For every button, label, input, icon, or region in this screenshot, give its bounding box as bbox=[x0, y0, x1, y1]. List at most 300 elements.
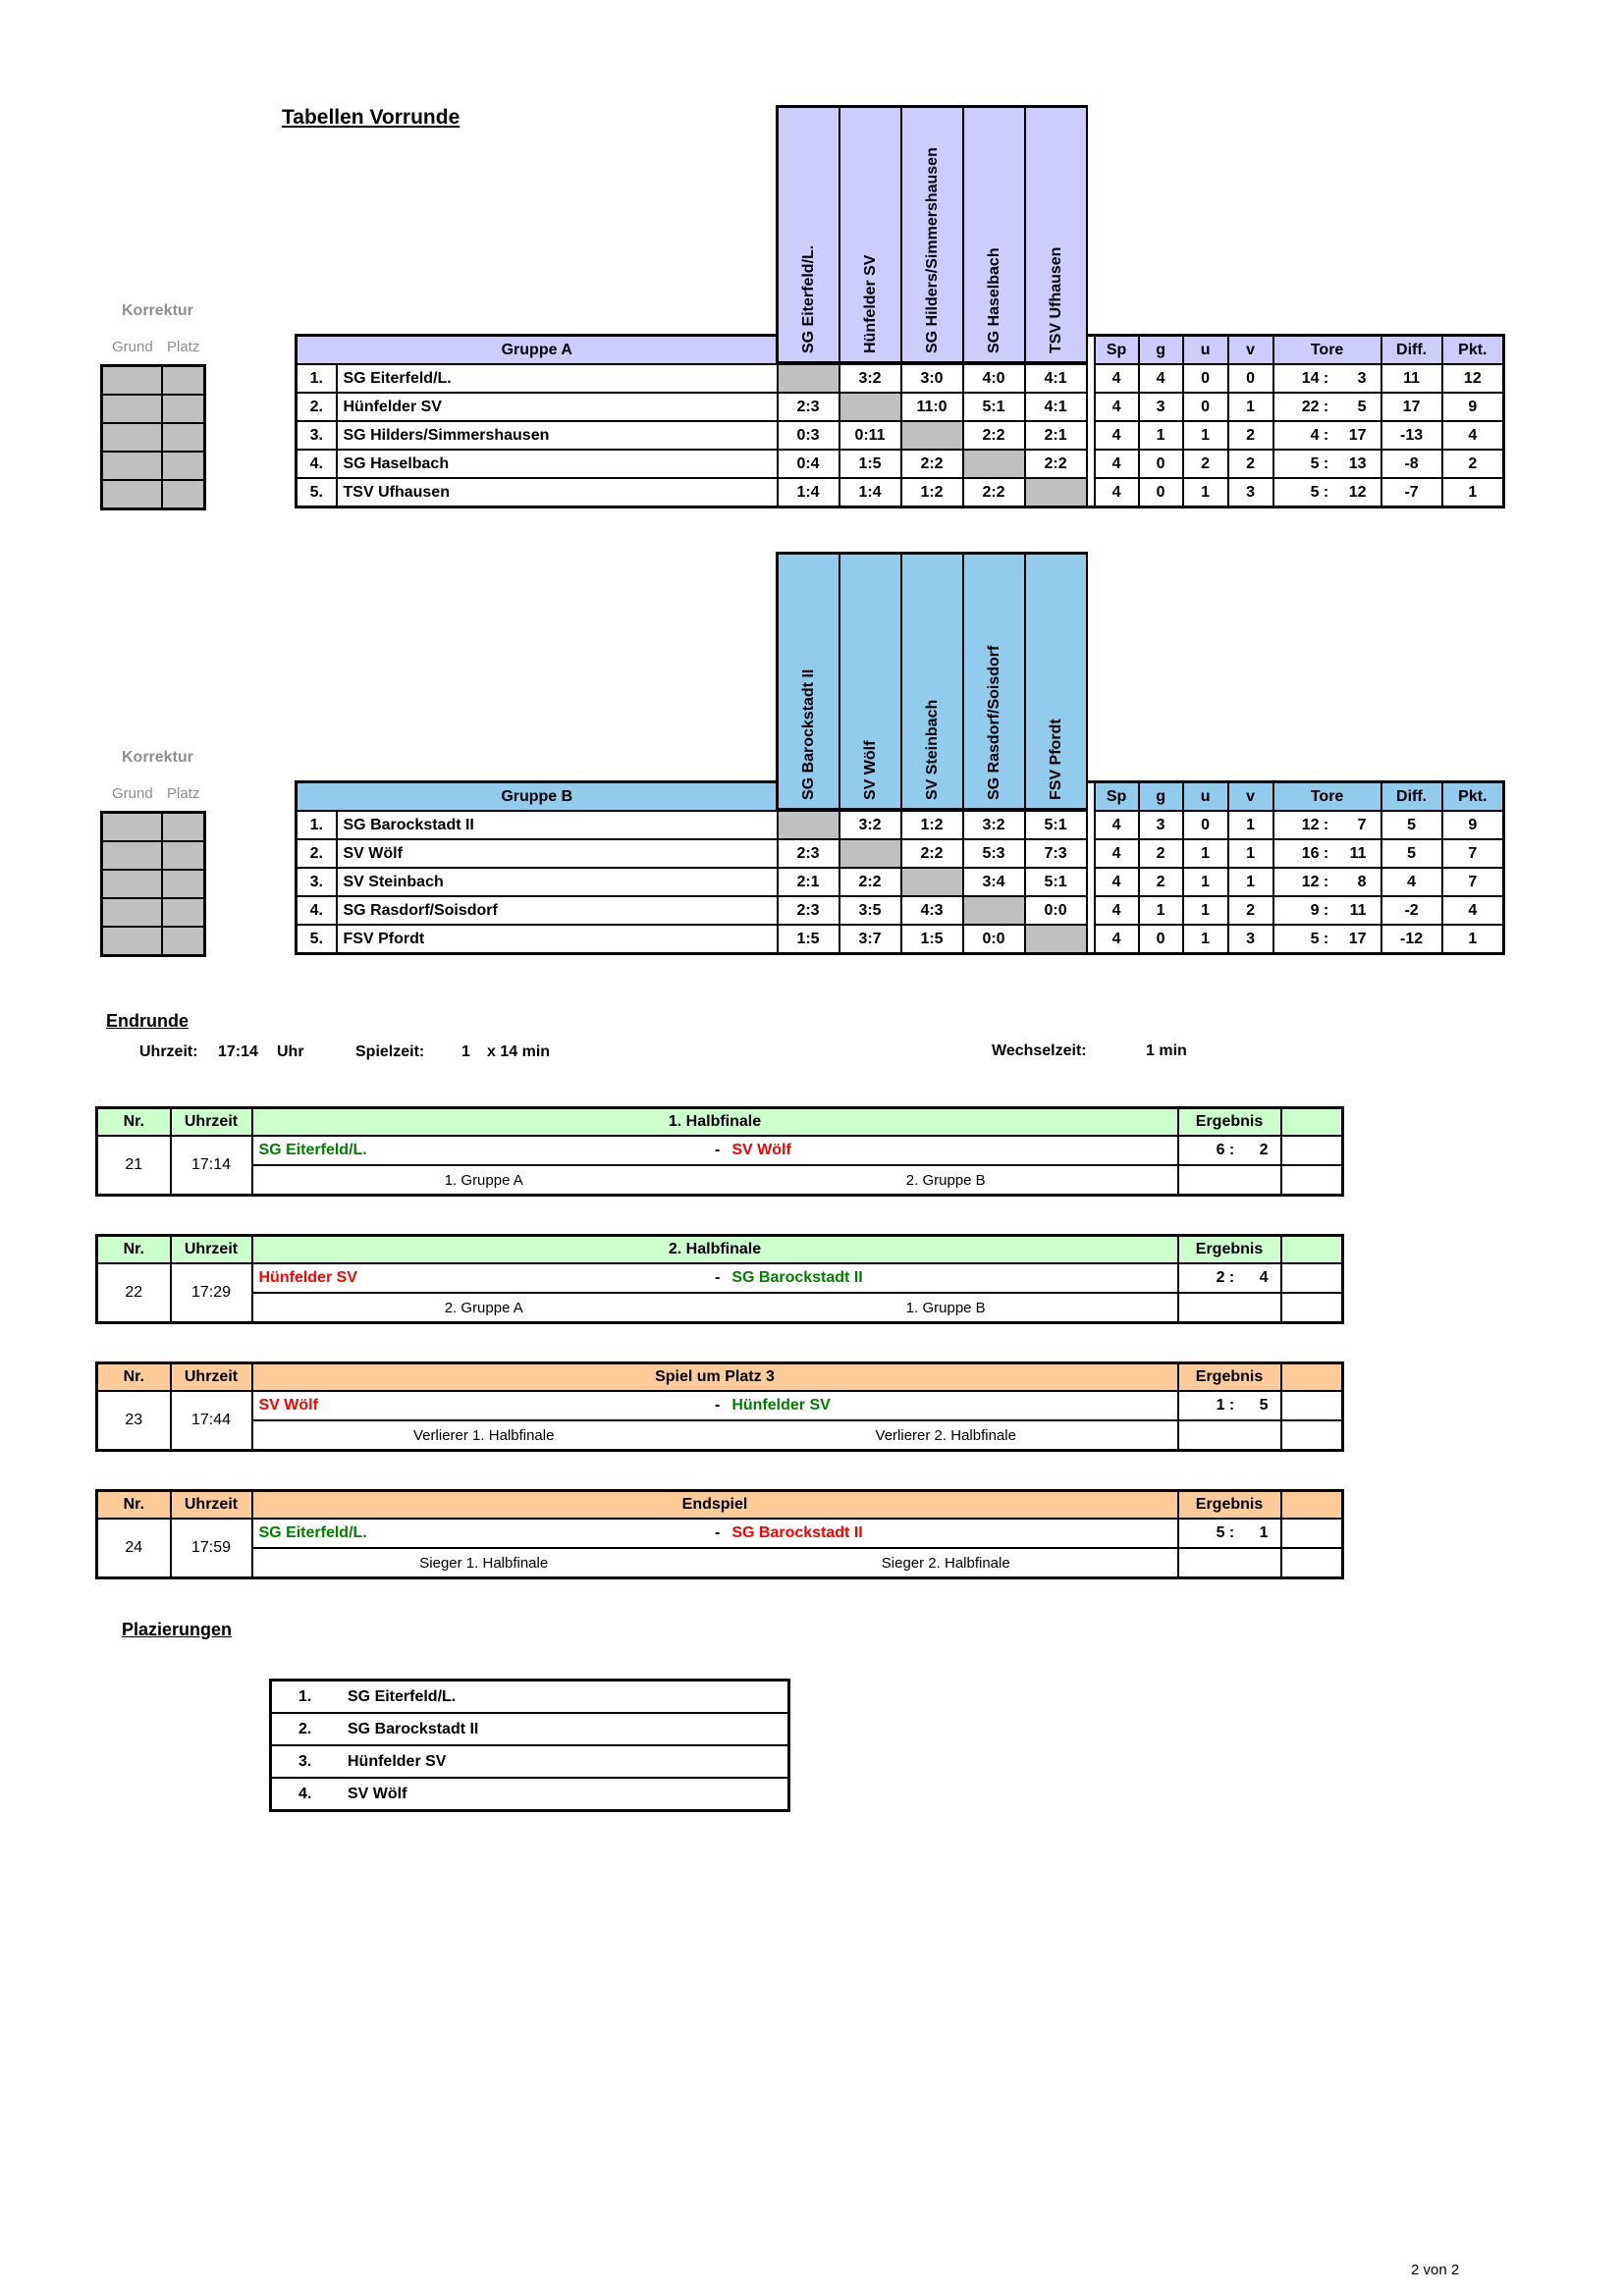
diff-cell: 11 bbox=[1381, 364, 1442, 393]
score-cell: 7:3 bbox=[1025, 839, 1087, 868]
vs-dash: - bbox=[715, 1269, 721, 1286]
korrektur-cell bbox=[162, 870, 205, 898]
u-cell: 1 bbox=[1183, 896, 1228, 925]
score-cell: 3:7 bbox=[839, 925, 901, 954]
col-ergebnis: Ergebnis bbox=[1178, 1236, 1281, 1264]
col-header-pkt: Pkt. bbox=[1442, 782, 1504, 812]
wechselzeit-value: 1 min bbox=[1146, 1042, 1187, 1059]
col-ergebnis: Ergebnis bbox=[1178, 1108, 1281, 1137]
result-sub-cell bbox=[1178, 1548, 1281, 1578]
colon: : bbox=[1323, 369, 1329, 387]
sp-cell: 4 bbox=[1095, 393, 1139, 421]
score-cell: 5:1 bbox=[963, 393, 1025, 421]
score-cell-self bbox=[778, 811, 839, 839]
score-cell-self bbox=[1025, 478, 1087, 507]
diff-cell: 5 bbox=[1381, 811, 1442, 839]
match-team2: Hünfelder SV bbox=[731, 1397, 831, 1414]
result-score2: 4 bbox=[1259, 1269, 1269, 1286]
match-subrow bbox=[97, 1548, 1343, 1578]
col-nr: Nr. bbox=[97, 1363, 171, 1392]
diff-cell: -8 bbox=[1381, 450, 1442, 478]
g-cell: 1 bbox=[1139, 421, 1183, 450]
rotated-header-cell bbox=[902, 105, 964, 364]
pkt-cell: 7 bbox=[1442, 868, 1504, 896]
colon: : bbox=[1228, 1524, 1235, 1541]
match-subrow bbox=[97, 1420, 1343, 1451]
tore-cell bbox=[1273, 896, 1381, 925]
spielzeit-label: Spielzeit: bbox=[355, 1043, 425, 1060]
v-cell: 2 bbox=[1228, 896, 1273, 925]
table-row bbox=[297, 896, 1504, 925]
match-sub2: 2. Gruppe B bbox=[905, 1171, 986, 1189]
score-cell: 3:4 bbox=[963, 868, 1025, 896]
endrunde-heading: Endrunde bbox=[106, 1011, 189, 1031]
col-nr: Nr. bbox=[97, 1491, 171, 1520]
match-title: 2. Halbfinale bbox=[252, 1236, 1178, 1264]
rotated-header-cell bbox=[902, 552, 964, 811]
score-cell: 2:3 bbox=[778, 393, 839, 421]
v-cell: 3 bbox=[1228, 925, 1273, 954]
colon: : bbox=[1323, 844, 1329, 862]
tore-cell bbox=[1273, 868, 1381, 896]
match-sub2: Sieger 2. Halbfinale bbox=[881, 1554, 1010, 1572]
rotated-header-cell bbox=[840, 552, 902, 811]
match-sub1: Verlierer 1. Halbfinale bbox=[413, 1426, 555, 1444]
extra-cell bbox=[1281, 1293, 1343, 1323]
score-cell: 0:11 bbox=[839, 421, 901, 450]
pkt-cell: 1 bbox=[1442, 478, 1504, 507]
score-cell: 0:4 bbox=[778, 450, 839, 478]
match-block-24 bbox=[95, 1489, 1344, 1579]
goals-against: 17 bbox=[1348, 426, 1367, 444]
rotated-header-cell bbox=[779, 552, 840, 811]
match-sub1: Sieger 1. Halbfinale bbox=[419, 1554, 549, 1572]
match-number: 22 bbox=[97, 1263, 171, 1323]
score-cell: 5:3 bbox=[963, 839, 1025, 868]
korrektur-grund-label-b: Grund bbox=[112, 785, 153, 802]
match-row bbox=[97, 1136, 1343, 1165]
match-sub-cell bbox=[252, 1165, 1178, 1196]
match-sub2: Verlierer 2. Halbfinale bbox=[875, 1426, 1016, 1444]
colon: : bbox=[1323, 454, 1329, 472]
col-uhrzeit: Uhrzeit bbox=[171, 1236, 252, 1264]
korrektur-cell bbox=[102, 870, 162, 898]
pkt-cell: 4 bbox=[1442, 421, 1504, 450]
match-teams-cell bbox=[252, 1263, 1178, 1293]
colon: : bbox=[1323, 901, 1329, 919]
korrektur-cell bbox=[102, 813, 162, 842]
match-block-21 bbox=[95, 1106, 1344, 1197]
score-cell: 2:1 bbox=[1025, 421, 1087, 450]
korrektur-cell bbox=[162, 898, 205, 927]
vs-dash: - bbox=[715, 1142, 721, 1158]
u-cell: 0 bbox=[1183, 811, 1228, 839]
rotated-team-label: SG Hilders/Simmershausen bbox=[923, 147, 941, 353]
goals-for: 12 bbox=[1301, 816, 1320, 833]
colon: : bbox=[1323, 816, 1329, 833]
score-cell: 2:2 bbox=[963, 421, 1025, 450]
korrektur-cell bbox=[162, 841, 205, 870]
spacer bbox=[1087, 450, 1095, 478]
extra-cell bbox=[1281, 1391, 1343, 1420]
table-row bbox=[297, 450, 1504, 478]
pkt-cell: 9 bbox=[1442, 393, 1504, 421]
diff-cell: 4 bbox=[1381, 868, 1442, 896]
placement-rank: 1. bbox=[298, 1687, 312, 1705]
placement-team: Hünfelder SV bbox=[348, 1752, 447, 1770]
table-row bbox=[297, 811, 1504, 839]
match-title: Endspiel bbox=[252, 1491, 1178, 1520]
group-b-rotated-headers bbox=[776, 552, 1085, 811]
placement-team: SV Wölf bbox=[348, 1785, 407, 1802]
score-cell: 1:5 bbox=[778, 925, 839, 954]
spielzeit-value: 1 bbox=[461, 1043, 470, 1060]
page-title: Tabellen Vorrunde bbox=[282, 106, 460, 129]
korrektur-cell bbox=[102, 898, 162, 927]
score-cell: 2:2 bbox=[1025, 450, 1087, 478]
wechselzeit-label: Wechselzeit: bbox=[992, 1042, 1087, 1059]
score-cell-self bbox=[1025, 925, 1087, 954]
korrektur-grund-label-a: Grund bbox=[112, 339, 153, 355]
vs-dash: - bbox=[715, 1524, 721, 1541]
tore-cell bbox=[1273, 393, 1381, 421]
score-cell: 11:0 bbox=[901, 393, 963, 421]
v-cell: 2 bbox=[1228, 450, 1273, 478]
extra-cell bbox=[1281, 1136, 1343, 1165]
col-header-tore: Tore bbox=[1273, 782, 1381, 812]
colon: : bbox=[1323, 873, 1329, 890]
spacer bbox=[1087, 811, 1095, 839]
match-row bbox=[97, 1263, 1343, 1293]
pkt-cell: 2 bbox=[1442, 450, 1504, 478]
score-cell: 2:2 bbox=[839, 868, 901, 896]
korrektur-cell bbox=[162, 452, 205, 480]
group-a-title-cell: Gruppe A bbox=[297, 336, 778, 365]
result-score1: 2 bbox=[1216, 1269, 1225, 1286]
rank-cell: 2. bbox=[297, 393, 337, 421]
sp-cell: 4 bbox=[1095, 925, 1139, 954]
goals-against: 3 bbox=[1357, 369, 1367, 387]
table-row bbox=[297, 868, 1504, 896]
tore-cell bbox=[1273, 450, 1381, 478]
uhrzeit-label: Uhrzeit: bbox=[139, 1043, 198, 1060]
col-extra bbox=[1281, 1491, 1343, 1520]
match-sub1: 1. Gruppe A bbox=[444, 1171, 523, 1189]
sp-cell: 4 bbox=[1095, 839, 1139, 868]
rotated-team-label: SG Haselbach bbox=[985, 247, 1002, 353]
u-cell: 0 bbox=[1183, 364, 1228, 393]
korrektur-cell bbox=[162, 395, 205, 423]
col-header-g: g bbox=[1139, 336, 1183, 365]
tore-cell bbox=[1273, 421, 1381, 450]
korrektur-label-b: Korrektur bbox=[122, 749, 193, 766]
table-row bbox=[297, 478, 1504, 507]
match-teams-cell bbox=[252, 1136, 1178, 1165]
match-number: 21 bbox=[97, 1136, 171, 1196]
match-team1: SV Wölf bbox=[258, 1397, 318, 1414]
match-team2: SV Wölf bbox=[731, 1142, 791, 1158]
goals-against: 17 bbox=[1348, 930, 1367, 947]
goals-against: 11 bbox=[1349, 844, 1367, 862]
team-cell: FSV Pfordt bbox=[337, 925, 778, 954]
korrektur-cell bbox=[162, 480, 205, 509]
g-cell: 0 bbox=[1139, 478, 1183, 507]
diff-cell: -7 bbox=[1381, 478, 1442, 507]
score-cell: 4:0 bbox=[963, 364, 1025, 393]
team-cell: SV Steinbach bbox=[337, 868, 778, 896]
goals-against: 7 bbox=[1357, 816, 1367, 833]
g-cell: 0 bbox=[1139, 450, 1183, 478]
score-cell: 0:3 bbox=[778, 421, 839, 450]
match-number: 24 bbox=[97, 1519, 171, 1578]
sp-cell: 4 bbox=[1095, 364, 1139, 393]
spacer bbox=[1087, 393, 1095, 421]
match-time: 17:14 bbox=[171, 1136, 252, 1196]
col-header-v: v bbox=[1228, 782, 1273, 812]
goals-for: 5 bbox=[1310, 930, 1320, 947]
tore-cell bbox=[1273, 839, 1381, 868]
score-cell-self bbox=[963, 450, 1025, 478]
spacer bbox=[1087, 868, 1095, 896]
rank-cell: 3. bbox=[297, 421, 337, 450]
result-cell bbox=[1178, 1136, 1281, 1165]
score-cell-self bbox=[901, 421, 963, 450]
goals-against: 11 bbox=[1349, 901, 1367, 919]
col-uhrzeit: Uhrzeit bbox=[171, 1491, 252, 1520]
rotated-team-label: SV Steinbach bbox=[923, 699, 941, 800]
table-row bbox=[297, 839, 1504, 868]
tore-cell bbox=[1273, 811, 1381, 839]
rank-cell: 5. bbox=[297, 925, 337, 954]
match-header-row bbox=[97, 1236, 1343, 1264]
u-cell: 1 bbox=[1183, 478, 1228, 507]
col-header-pkt: Pkt. bbox=[1442, 336, 1504, 365]
korrektur-cell bbox=[102, 480, 162, 509]
score-cell-self bbox=[963, 896, 1025, 925]
tore-cell bbox=[1273, 478, 1381, 507]
sp-cell: 4 bbox=[1095, 450, 1139, 478]
score-cell-self bbox=[839, 393, 901, 421]
placement-team: SG Barockstadt II bbox=[348, 1720, 479, 1737]
result-sub-cell bbox=[1178, 1293, 1281, 1323]
goals-for: 9 bbox=[1310, 901, 1320, 919]
result-score1: 1 bbox=[1216, 1397, 1225, 1414]
korrektur-cell bbox=[102, 366, 162, 396]
placement-table bbox=[269, 1679, 790, 1812]
score-cell-self bbox=[901, 868, 963, 896]
sp-cell: 4 bbox=[1095, 478, 1139, 507]
rotated-header-cell bbox=[964, 105, 1026, 364]
tore-cell bbox=[1273, 925, 1381, 954]
korrektur-cell bbox=[102, 423, 162, 452]
match-teams-cell bbox=[252, 1391, 1178, 1420]
korrektur-cell bbox=[162, 423, 205, 452]
score-cell: 3:2 bbox=[839, 811, 901, 839]
korrektur-cell bbox=[162, 366, 205, 396]
team-cell: SG Haselbach bbox=[337, 450, 778, 478]
goals-for: 5 bbox=[1310, 483, 1320, 501]
score-cell: 1:5 bbox=[839, 450, 901, 478]
col-header-diff: Diff. bbox=[1381, 782, 1442, 812]
score-cell: 3:2 bbox=[839, 364, 901, 393]
g-cell: 2 bbox=[1139, 868, 1183, 896]
korrektur-cell bbox=[102, 395, 162, 423]
colon: : bbox=[1323, 398, 1329, 415]
result-cell bbox=[1178, 1263, 1281, 1293]
korrektur-grid-b bbox=[100, 811, 206, 957]
placement-team: SG Eiterfeld/L. bbox=[348, 1687, 457, 1705]
score-cell-self bbox=[839, 839, 901, 868]
match-subrow bbox=[97, 1165, 1343, 1196]
score-cell: 1:2 bbox=[901, 478, 963, 507]
match-sub-cell bbox=[252, 1548, 1178, 1578]
spacer bbox=[1087, 478, 1095, 507]
rotated-team-label: FSV Pfordt bbox=[1047, 719, 1064, 800]
col-extra bbox=[1281, 1236, 1343, 1264]
col-header-diff: Diff. bbox=[1381, 336, 1442, 365]
match-block-23 bbox=[95, 1362, 1344, 1452]
score-cell: 3:2 bbox=[963, 811, 1025, 839]
colon: : bbox=[1323, 426, 1329, 444]
goals-for: 5 bbox=[1310, 454, 1320, 472]
match-team2: SG Barockstadt II bbox=[731, 1524, 863, 1541]
placement-rank: 4. bbox=[298, 1785, 312, 1802]
match-team1: SG Eiterfeld/L. bbox=[258, 1142, 367, 1158]
sp-cell: 4 bbox=[1095, 868, 1139, 896]
rank-cell: 1. bbox=[297, 364, 337, 393]
score-cell: 0:0 bbox=[963, 925, 1025, 954]
match-sub-cell bbox=[252, 1420, 1178, 1451]
col-nr: Nr. bbox=[97, 1108, 171, 1137]
score-cell: 4:1 bbox=[1025, 393, 1087, 421]
g-cell: 3 bbox=[1139, 811, 1183, 839]
score-cell: 1:4 bbox=[839, 478, 901, 507]
team-cell: SG Rasdorf/Soisdorf bbox=[337, 896, 778, 925]
result-cell bbox=[1178, 1519, 1281, 1548]
match-sub-cell bbox=[252, 1293, 1178, 1323]
diff-cell: -12 bbox=[1381, 925, 1442, 954]
score-cell: 2:1 bbox=[778, 868, 839, 896]
match-time: 17:29 bbox=[171, 1263, 252, 1323]
rotated-team-label: Hünfelder SV bbox=[861, 254, 879, 353]
g-cell: 1 bbox=[1139, 896, 1183, 925]
result-score2: 2 bbox=[1259, 1142, 1269, 1158]
rank-cell: 1. bbox=[297, 811, 337, 839]
rank-cell: 4. bbox=[297, 896, 337, 925]
group-b-title-cell: Gruppe B bbox=[297, 782, 778, 812]
match-title: 1. Halbfinale bbox=[252, 1108, 1178, 1137]
rank-cell: 2. bbox=[297, 839, 337, 868]
result-sub-cell bbox=[1178, 1165, 1281, 1196]
rotated-team-label: TSV Ufhausen bbox=[1047, 246, 1064, 353]
group-a-rotated-headers bbox=[776, 105, 1085, 364]
score-cell: 5:1 bbox=[1025, 868, 1087, 896]
placement-row bbox=[271, 1713, 789, 1745]
score-cell: 2:2 bbox=[901, 450, 963, 478]
colon: : bbox=[1228, 1397, 1235, 1414]
tore-cell bbox=[1273, 364, 1381, 393]
u-cell: 1 bbox=[1183, 925, 1228, 954]
score-cell: 2:3 bbox=[778, 839, 839, 868]
placement-row bbox=[271, 1745, 789, 1778]
score-cell: 3:5 bbox=[839, 896, 901, 925]
pkt-cell: 7 bbox=[1442, 839, 1504, 868]
table-row bbox=[297, 393, 1504, 421]
result-score1: 5 bbox=[1216, 1524, 1225, 1541]
score-cell-self bbox=[778, 364, 839, 393]
g-cell: 3 bbox=[1139, 393, 1183, 421]
col-uhrzeit: Uhrzeit bbox=[171, 1363, 252, 1392]
goals-for: 22 bbox=[1301, 398, 1320, 415]
score-cell: 2:3 bbox=[778, 896, 839, 925]
sp-cell: 4 bbox=[1095, 896, 1139, 925]
u-cell: 1 bbox=[1183, 868, 1228, 896]
extra-cell bbox=[1281, 1519, 1343, 1548]
score-cell: 3:0 bbox=[901, 364, 963, 393]
match-sub1: 2. Gruppe A bbox=[444, 1299, 523, 1316]
extra-cell bbox=[1281, 1548, 1343, 1578]
col-header-tore: Tore bbox=[1273, 336, 1381, 365]
result-score1: 6 bbox=[1216, 1142, 1225, 1158]
v-cell: 1 bbox=[1228, 839, 1273, 868]
col-header-sp: Sp bbox=[1095, 782, 1139, 812]
col-header-g: g bbox=[1139, 782, 1183, 812]
table-row bbox=[297, 925, 1504, 954]
goals-against: 5 bbox=[1357, 398, 1367, 415]
korrektur-platz-label-a: Platz bbox=[167, 339, 200, 355]
extra-cell bbox=[1281, 1165, 1343, 1196]
korrektur-cell bbox=[102, 841, 162, 870]
match-row bbox=[97, 1519, 1343, 1548]
pkt-cell: 4 bbox=[1442, 896, 1504, 925]
team-cell: SG Barockstadt II bbox=[337, 811, 778, 839]
u-cell: 2 bbox=[1183, 450, 1228, 478]
result-score2: 1 bbox=[1259, 1524, 1269, 1541]
v-cell: 1 bbox=[1228, 811, 1273, 839]
extra-cell bbox=[1281, 1420, 1343, 1451]
korrektur-cell bbox=[162, 927, 205, 956]
team-cell: SG Hilders/Simmershausen bbox=[337, 421, 778, 450]
col-nr: Nr. bbox=[97, 1236, 171, 1264]
v-cell: 0 bbox=[1228, 364, 1273, 393]
spacer bbox=[1087, 839, 1095, 868]
rotated-header-cell bbox=[1026, 552, 1088, 811]
team-cell: SG Eiterfeld/L. bbox=[337, 364, 778, 393]
goals-against: 13 bbox=[1348, 454, 1367, 472]
u-cell: 0 bbox=[1183, 393, 1228, 421]
table-row bbox=[297, 421, 1504, 450]
rotated-team-label: SG Barockstadt II bbox=[799, 668, 817, 800]
diff-cell: -2 bbox=[1381, 896, 1442, 925]
rotated-header-cell bbox=[779, 105, 840, 364]
placement-rank: 3. bbox=[298, 1752, 312, 1770]
korrektur-cell bbox=[162, 813, 205, 842]
plazierungen-heading: Plazierungen bbox=[122, 1620, 233, 1639]
match-teams-cell bbox=[252, 1519, 1178, 1548]
extra-cell bbox=[1281, 1263, 1343, 1293]
score-cell: 0:0 bbox=[1025, 896, 1087, 925]
col-ergebnis: Ergebnis bbox=[1178, 1491, 1281, 1520]
col-header-u: u bbox=[1183, 782, 1228, 812]
korrektur-cell bbox=[102, 927, 162, 956]
rotated-team-label: SG Eiterfeld/L. bbox=[799, 244, 817, 353]
sp-cell: 4 bbox=[1095, 421, 1139, 450]
match-number: 23 bbox=[97, 1391, 171, 1451]
col-header-u: u bbox=[1183, 336, 1228, 365]
spacer bbox=[1087, 421, 1095, 450]
spacer bbox=[1087, 896, 1095, 925]
match-block-22 bbox=[95, 1234, 1344, 1324]
